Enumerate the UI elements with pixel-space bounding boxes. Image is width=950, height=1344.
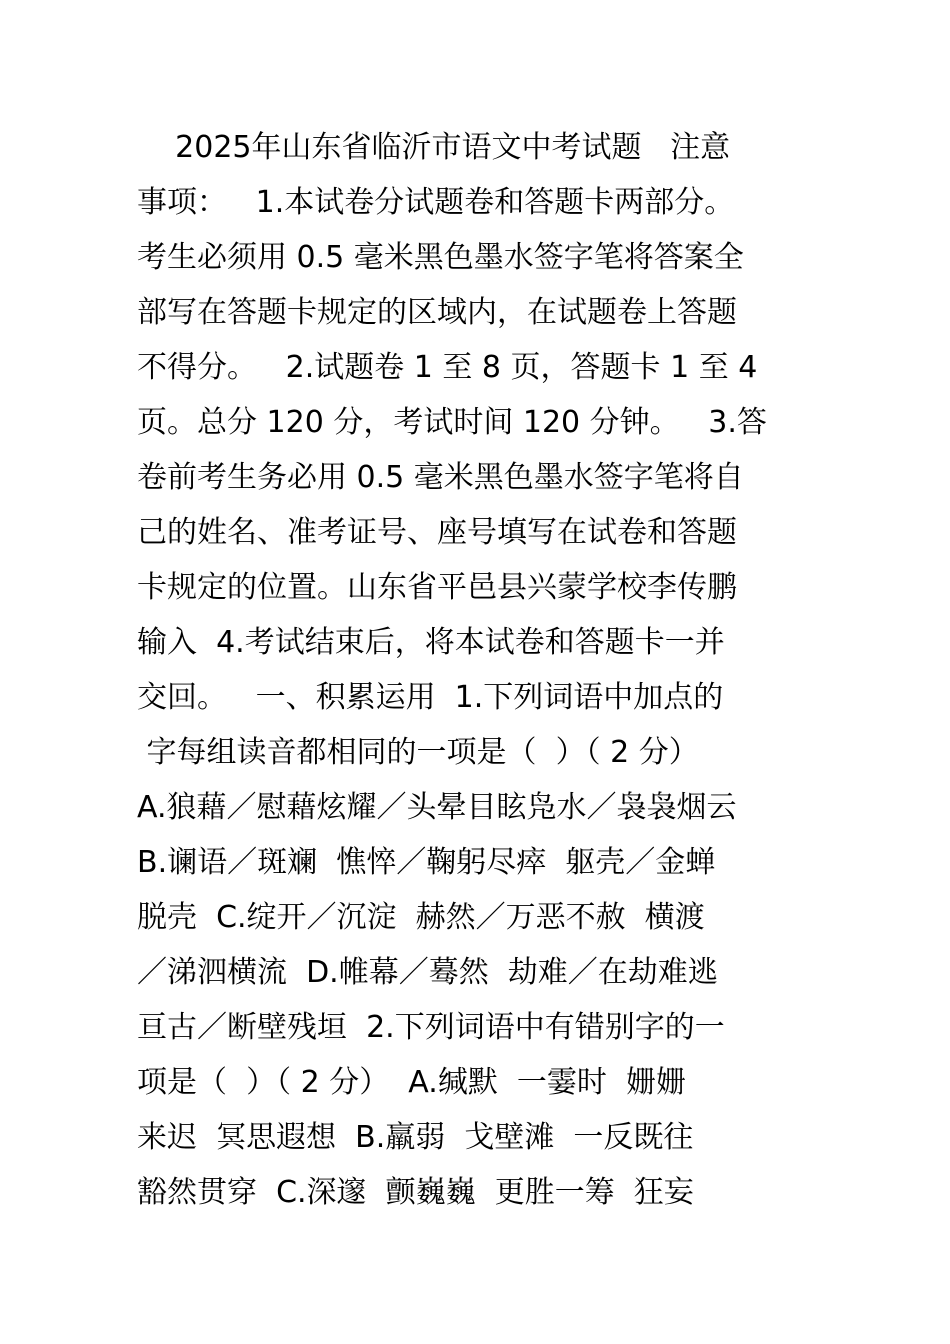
- text-line: A.狼藉／慰藉炫耀／头晕目眩凫水／袅袅烟云: [137, 790, 737, 825]
- text-line: 来迟 冥思遐想 B.羸弱 戈壁滩 一反既往: [137, 1120, 694, 1155]
- text-line: 不得分。 2.试题卷 1 至 8 页，答题卡 1 至 4: [137, 350, 758, 385]
- text-line: 2025年山东省临沂市语文中考试题 注意: [137, 130, 731, 165]
- text-line: B.谰语／斑斓 憔悴／鞠躬尽瘁 躯壳／金蝉: [137, 845, 716, 880]
- text-line: 己的姓名、准考证号、座号填写在试卷和答题: [137, 515, 737, 550]
- text-line: 页。总分 120 分，考试时间 120 分钟。 3.答: [137, 405, 767, 440]
- text-line: 交回。 一、积累运用 1.下列词语中加点的: [137, 680, 724, 715]
- text-line: 字每组读音都相同的一项是（ ）（ 2 分）: [137, 735, 699, 770]
- text-line: 事项： 1.本试卷分试题卷和答题卡两部分。: [137, 185, 735, 220]
- text-line: 考生必须用 0.5 毫米黑色墨水签字笔将答案全: [137, 240, 744, 275]
- text-line: 输入 4.考试结束后，将本试卷和答题卡一并: [137, 625, 725, 660]
- text-line: ／涕泗横流 D.帷幕／蓦然 劫难／在劫难逃: [137, 955, 718, 990]
- text-line: 亘古／断壁残垣 2.下列词语中有错别字的一: [137, 1010, 725, 1045]
- text-line: 部写在答题卡规定的区域内，在试题卷上答题: [137, 295, 737, 330]
- text-line: 卡规定的位置。山东省平邑县兴蒙学校李传鹏: [137, 570, 737, 605]
- text-line: 脱壳 C.绽开／沉淀 赫然／万恶不赦 横渡: [137, 900, 705, 935]
- document-body: [137, 120, 827, 1220]
- text-line: 卷前考生务必用 0.5 毫米黑色墨水签字笔将自: [137, 460, 744, 495]
- text-line: 豁然贯穿 C.深邃 颤巍巍 更胜一筹 狂妄: [137, 1175, 694, 1210]
- text-line: 项是（ ）（ 2 分） A.缄默 一霎时 姗姗: [137, 1065, 686, 1100]
